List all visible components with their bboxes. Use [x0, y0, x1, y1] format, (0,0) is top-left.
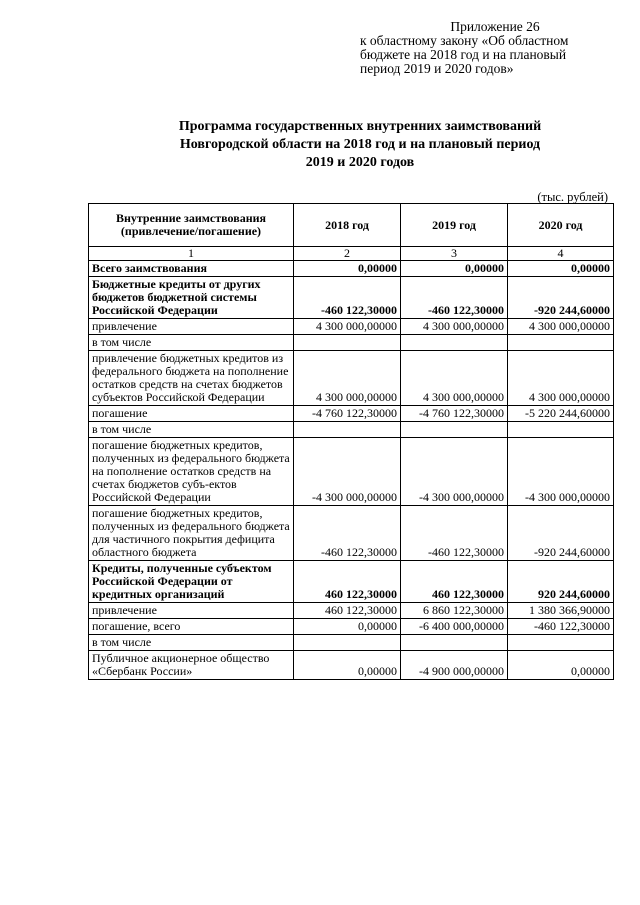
table-row — [89, 619, 614, 635]
value-cell-2018: 0,00000 — [294, 651, 401, 680]
row-label: привлечение — [89, 603, 294, 619]
row-label: погашение — [89, 406, 294, 422]
value-cell-2020: 4 300 000,00000 — [508, 351, 614, 406]
table-row — [89, 506, 614, 561]
value-cell-2020: -920 244,60000 — [508, 506, 614, 561]
row-label: погашение бюджетных кредитов, полученных из федерального бюджета на пополнение остатков средств на счетах бюджетов субъ-ектов Российской Федерации — [89, 438, 294, 506]
table-header-row — [89, 204, 614, 247]
value-cell-2018: 0,00000 — [294, 261, 401, 277]
row-label: привлечение бюджетных кредитов из федерального бюджета на пополнение остатков средств на счетах бюджетов субъектов Российской Федерации — [89, 351, 294, 406]
value-cell-2019: -460 122,30000 — [401, 506, 508, 561]
value-cell-2018 — [294, 335, 401, 351]
row-label: в том числе — [89, 335, 294, 351]
value-cell-2018: 0,00000 — [294, 619, 401, 635]
table-row — [89, 261, 614, 277]
row-label: привлечение — [89, 319, 294, 335]
value-cell-2020: 1 380 366,90000 — [508, 603, 614, 619]
value-cell-2020: -4 300 000,00000 — [508, 438, 614, 506]
appendix-line: период 2019 и 2020 годов» — [360, 61, 514, 76]
value-cell-2018 — [294, 635, 401, 651]
value-cell-2020 — [508, 335, 614, 351]
value-cell-2019: -4 760 122,30000 — [401, 406, 508, 422]
table-row — [89, 635, 614, 651]
table-row — [89, 351, 614, 406]
value-cell-2019: 4 300 000,00000 — [401, 351, 508, 406]
row-label: в том числе — [89, 635, 294, 651]
header-2020: 2020 год — [508, 204, 614, 247]
document-title — [60, 118, 640, 172]
table-row — [89, 422, 614, 438]
title-line: 2019 и 2020 годов — [305, 155, 415, 170]
value-cell-2020: 920 244,60000 — [508, 561, 614, 603]
value-cell-2018: -4 760 122,30000 — [294, 406, 401, 422]
value-cell-2018: 460 122,30000 — [294, 561, 401, 603]
header-2018: 2018 год — [294, 204, 401, 247]
column-number: 1 — [89, 247, 294, 261]
value-cell-2019: -6 400 000,00000 — [401, 619, 508, 635]
column-number: 3 — [401, 247, 508, 261]
row-label: в том числе — [89, 422, 294, 438]
value-cell-2020: 0,00000 — [508, 651, 614, 680]
table-row — [89, 406, 614, 422]
value-cell-2020: -920 244,60000 — [508, 277, 614, 319]
column-number: 2 — [294, 247, 401, 261]
value-cell-2018: 4 300 000,00000 — [294, 319, 401, 335]
value-cell-2018: 460 122,30000 — [294, 603, 401, 619]
appendix-line: бюджете на 2018 год и на плановый — [360, 47, 567, 62]
value-cell-2019: 460 122,30000 — [401, 561, 508, 603]
value-cell-2019 — [401, 635, 508, 651]
title-line: Новгородской области на 2018 год и на плановый период — [179, 137, 541, 152]
value-cell-2019 — [401, 422, 508, 438]
table-row — [89, 335, 614, 351]
row-label: Бюджетные кредиты от других бюджетов бюджетной системы Российской Федерации — [89, 277, 294, 319]
value-cell-2020: -460 122,30000 — [508, 619, 614, 635]
row-label: погашение бюджетных кредитов, полученных из федерального бюджета для частичного покрытия дефицита областного бюджета — [89, 506, 294, 561]
units-label: (тыс. рублей) — [537, 190, 608, 204]
value-cell-2018: -460 122,30000 — [294, 277, 401, 319]
value-cell-2019: 4 300 000,00000 — [401, 319, 508, 335]
table-row — [89, 603, 614, 619]
value-cell-2020: 4 300 000,00000 — [508, 319, 614, 335]
table-body — [89, 261, 614, 680]
value-cell-2018: -460 122,30000 — [294, 506, 401, 561]
value-cell-2019: -4 300 000,00000 — [401, 438, 508, 506]
appendix-line: Приложение 26 — [450, 19, 540, 34]
appendix-note — [360, 20, 630, 76]
table-row — [89, 438, 614, 506]
value-cell-2020: -5 220 244,60000 — [508, 406, 614, 422]
value-cell-2018: 4 300 000,00000 — [294, 351, 401, 406]
row-label: Кредиты, полученные субъектом Российской Федерации от кредитных организаций — [89, 561, 294, 603]
value-cell-2020 — [508, 635, 614, 651]
column-number: 4 — [508, 247, 614, 261]
table-row — [89, 319, 614, 335]
value-cell-2019 — [401, 335, 508, 351]
borrowing-table — [88, 203, 614, 680]
row-label: погашение, всего — [89, 619, 294, 635]
header-2019: 2019 год — [401, 204, 508, 247]
value-cell-2019: -460 122,30000 — [401, 277, 508, 319]
appendix-line: к областному закону «Об областном — [360, 33, 569, 48]
value-cell-2020: 0,00000 — [508, 261, 614, 277]
title-line: Программа государственных внутренних заимствований — [178, 119, 542, 134]
header-borrowings: Внутренние заимствования (привлечение/погашение) — [89, 204, 294, 247]
value-cell-2019: -4 900 000,00000 — [401, 651, 508, 680]
table-row — [89, 277, 614, 319]
row-label: Всего заимствования — [89, 261, 294, 277]
value-cell-2018 — [294, 422, 401, 438]
column-number-row — [89, 247, 614, 261]
row-label: Публичное акционерное общество «Сбербанк России» — [89, 651, 294, 680]
value-cell-2018: -4 300 000,00000 — [294, 438, 401, 506]
table-row — [89, 651, 614, 680]
value-cell-2019: 6 860 122,30000 — [401, 603, 508, 619]
table-row — [89, 561, 614, 603]
value-cell-2020 — [508, 422, 614, 438]
value-cell-2019: 0,00000 — [401, 261, 508, 277]
